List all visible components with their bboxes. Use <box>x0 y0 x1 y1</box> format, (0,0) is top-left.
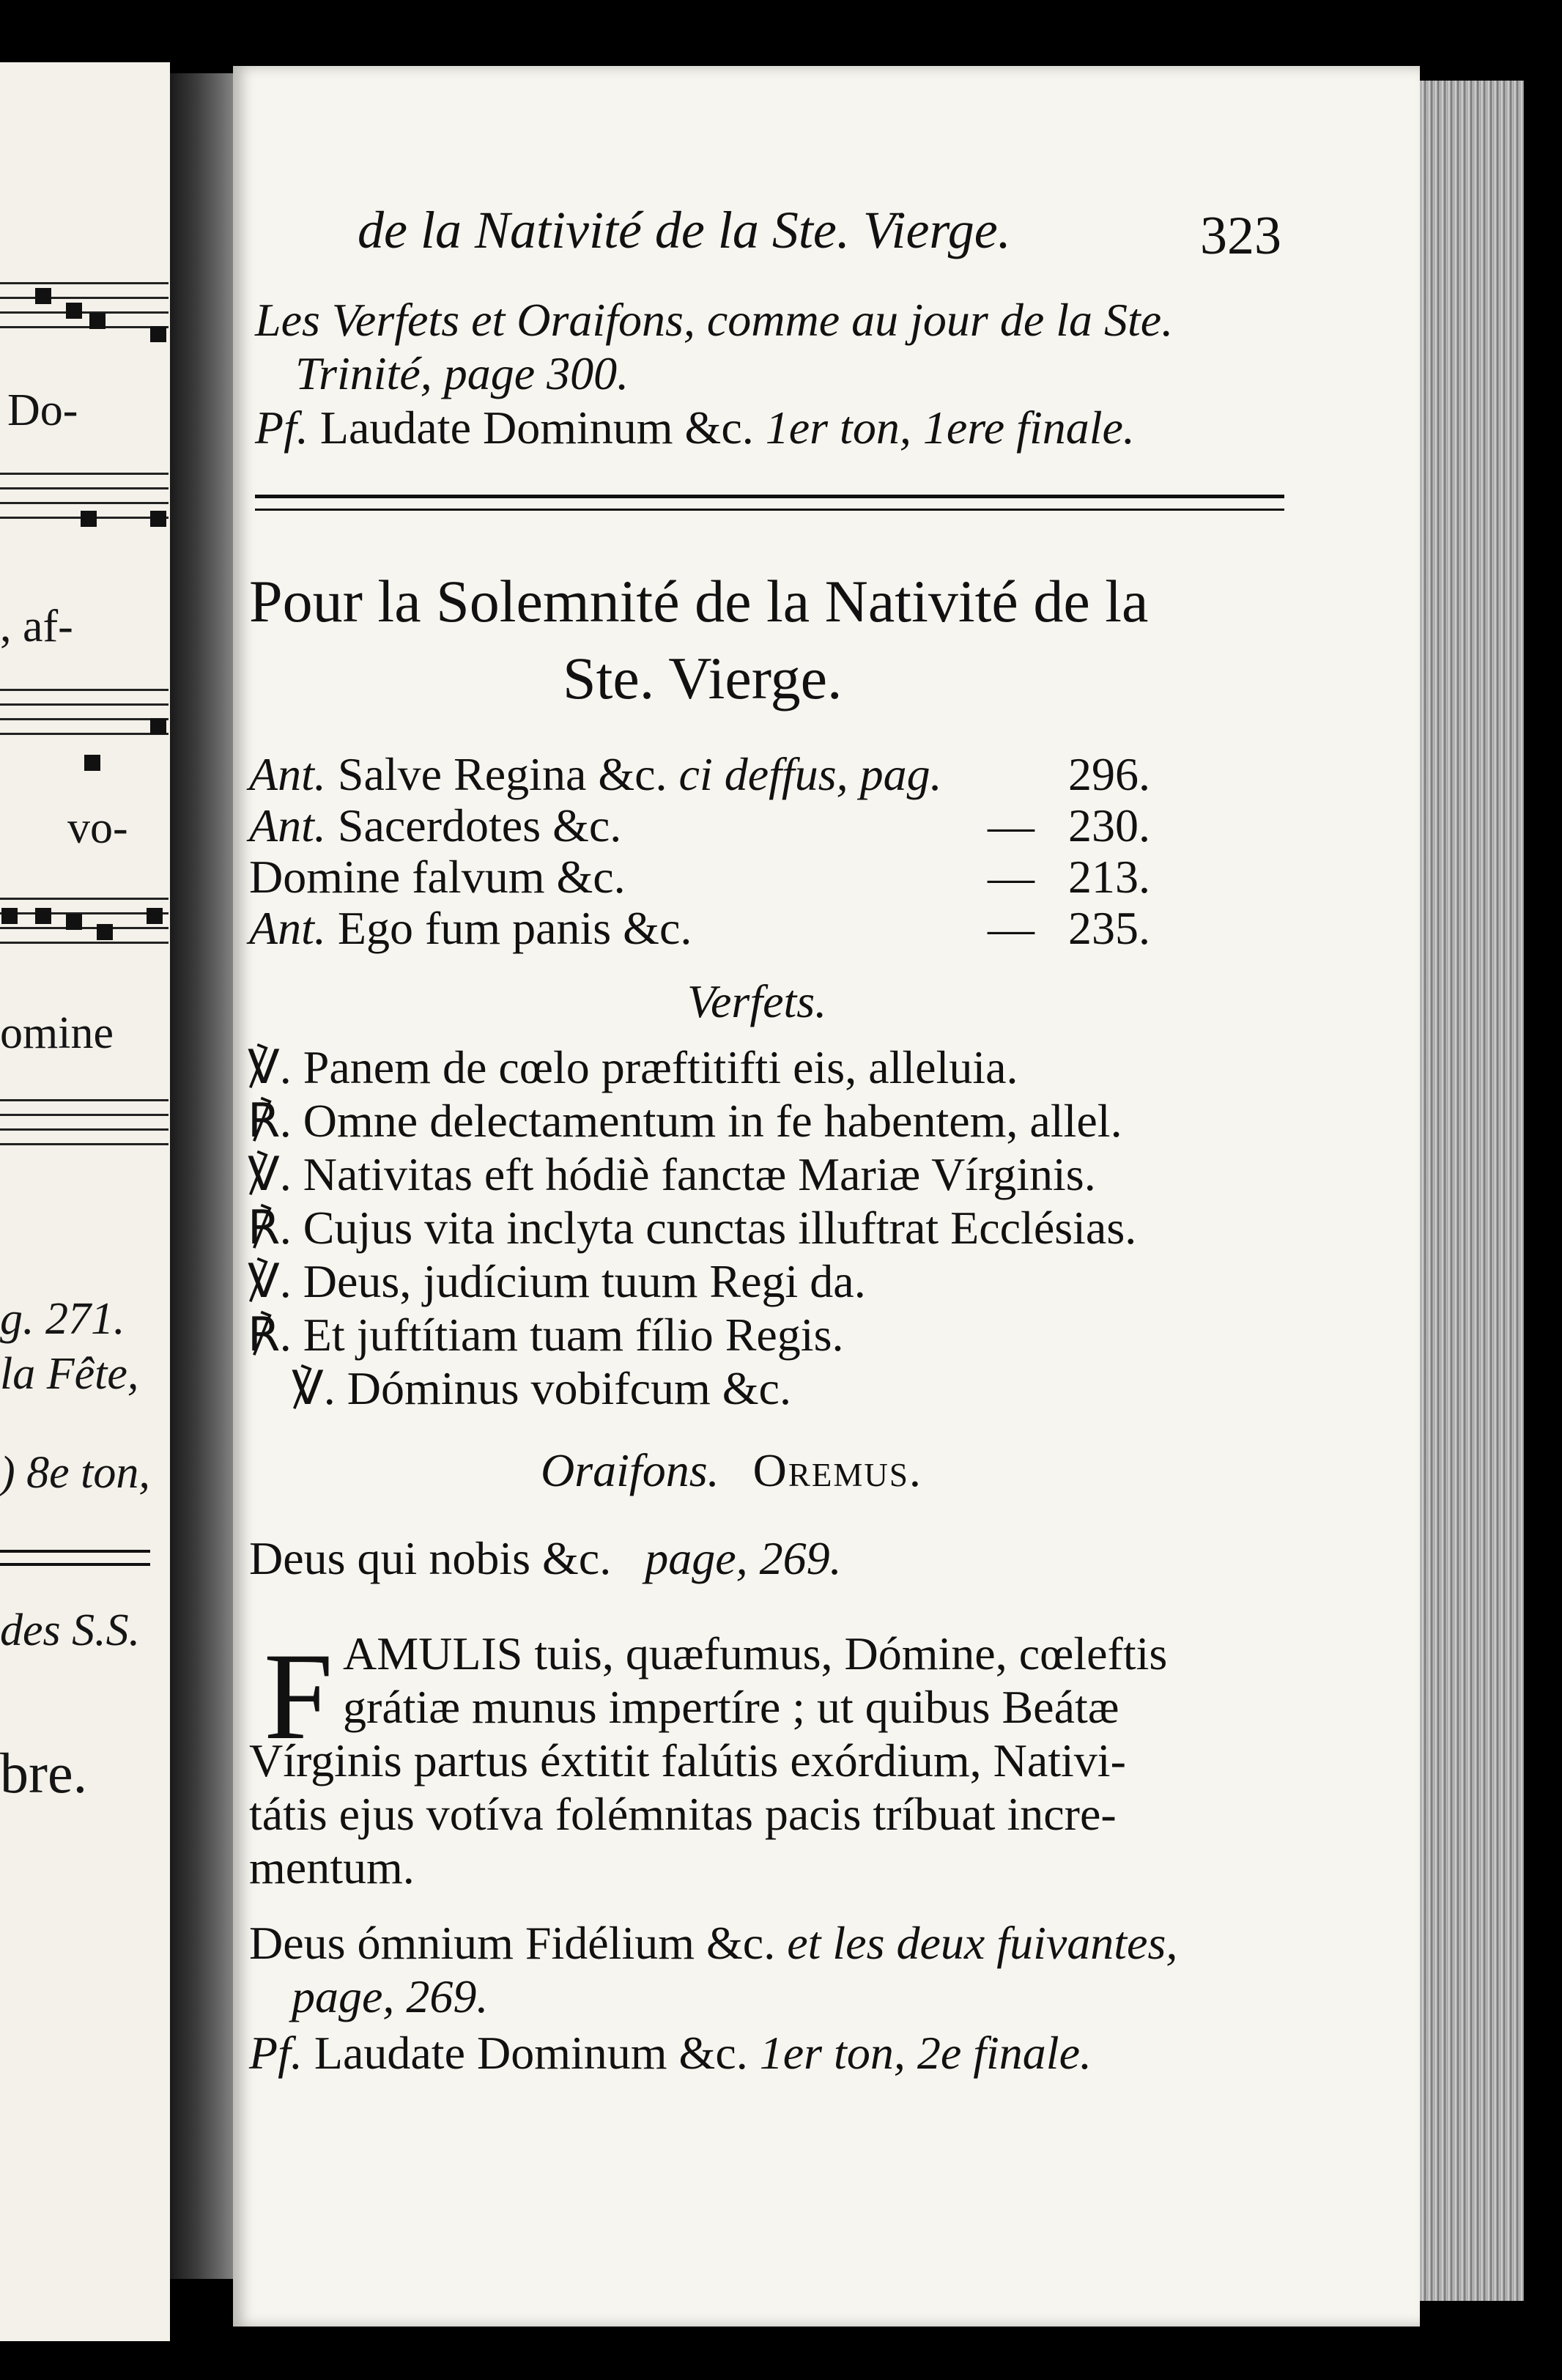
prayer-ref-text: Deus ómnium Fidélium &c. <box>249 1917 776 1969</box>
book-gutter <box>170 73 243 2279</box>
verset-row <box>248 1041 1018 1093</box>
verset-mark: ℣. <box>292 1362 336 1414</box>
antiphon-label: Ant. <box>249 748 326 800</box>
music-note-icon <box>150 326 166 342</box>
left-fragment: des S.S. <box>0 1605 141 1655</box>
prayer-line: tátis ejus votíva folémnitas pacis tríbuat incre- <box>249 1788 1117 1840</box>
book-page <box>233 66 1420 2327</box>
divider <box>0 1550 150 1553</box>
left-fragment: la Fête, <box>0 1349 139 1399</box>
double-rule <box>255 509 1284 511</box>
music-note-icon <box>66 303 82 319</box>
verset-mark: ℣. <box>248 1255 292 1307</box>
antiphon-page: 213. <box>1068 851 1150 903</box>
antiphon-dash: — <box>988 902 1034 954</box>
antiphon-row <box>249 748 942 800</box>
prayer-ref-page: page, 269. <box>292 1970 489 2022</box>
prayer-ref-text: Deus qui nobis &c. <box>249 1532 612 1584</box>
left-fragment: g. 271. <box>0 1294 125 1344</box>
antiphon-row <box>249 902 692 954</box>
page-fore-edge <box>1414 81 1524 2301</box>
antiphon-page: 235. <box>1068 902 1150 954</box>
music-note-icon <box>84 755 100 771</box>
intro-line: Trinité, page 300. <box>295 347 629 399</box>
intro-line: Les Verfets et Oraifons, comme au jour de la Ste. <box>255 294 1174 346</box>
antiphon-text: Ego fum panis &c. <box>337 902 692 954</box>
music-note-icon <box>147 908 163 924</box>
psalm-label: Pf. <box>249 2027 303 2079</box>
oraisons-heading: Oraifons. <box>541 1444 719 1496</box>
verset-mark: ℟. <box>248 1309 292 1361</box>
psalm-tone: 1er ton, 2e finale. <box>759 2027 1092 2079</box>
left-fragment: omine <box>0 1008 114 1058</box>
music-note-icon <box>89 313 106 329</box>
verset-mark: ℟. <box>248 1095 292 1147</box>
prayer-ref-row <box>249 1532 842 1584</box>
section-title: Ste. Vierge. <box>563 645 843 712</box>
music-note-icon <box>150 511 166 527</box>
left-fragment: Do- <box>7 385 78 435</box>
prayer-ref-note: et les deux fuivantes, <box>787 1917 1178 1969</box>
prayer-line: Vírginis partus éxtitit falútis exórdium, Nativi- <box>249 1734 1126 1786</box>
verset-row <box>248 1202 1137 1254</box>
antiphon-label: Ant. <box>249 902 326 954</box>
verset-mark: ℣. <box>248 1041 292 1093</box>
running-head: de la Nativité de la Ste. Vierge. <box>358 201 1011 259</box>
antiphon-ref: ci deffus, pag. <box>678 748 942 800</box>
prayer-line: mentum. <box>249 1841 415 1893</box>
music-note-icon <box>66 914 82 930</box>
psalm-tone: 1er ton, 1ere finale. <box>765 402 1135 454</box>
verset-row <box>248 1148 1096 1200</box>
page-number: 323 <box>1200 206 1281 266</box>
prayer-line: grátiæ munus impertíre ; ut quibus Beátæ <box>343 1681 1119 1733</box>
prayer-ref-row <box>249 1917 1178 1969</box>
verset-mark: ℟. <box>248 1202 292 1254</box>
drop-cap: F <box>264 1627 333 1765</box>
verset-text: Et juftítiam tuam fílio Regis. <box>303 1309 844 1361</box>
left-fragment: ) 8e ton, <box>0 1448 150 1498</box>
music-note-icon <box>35 908 51 924</box>
section-title: Pour la Solemnité de la Nativité de la <box>249 568 1149 635</box>
oremus-heading: Oremus. <box>752 1444 922 1496</box>
verset-text: Nativitas eft hódiè fanctæ Mariæ Vírginis. <box>303 1148 1096 1200</box>
left-facing-page <box>0 62 170 2341</box>
music-note-icon <box>150 718 166 734</box>
antiphon-text: Domine falvum &c. <box>249 851 626 903</box>
left-fragment: , af- <box>0 602 73 651</box>
antiphon-label: Ant. <box>249 799 326 851</box>
oraisons-heading-row <box>541 1444 922 1496</box>
psalm-text: Laudate Dominum &c. <box>319 402 754 454</box>
verset-row <box>292 1362 791 1414</box>
music-note-icon <box>81 511 97 527</box>
divider <box>0 1563 150 1566</box>
psalm-label: Pf. <box>255 402 308 454</box>
prayer-ref-page: page, 269. <box>645 1532 842 1584</box>
verset-text: Panem de cœlo præftitifti eis, alleluia. <box>303 1041 1018 1093</box>
verset-text: Deus, judícium tuum Regi da. <box>303 1255 866 1307</box>
verset-text: Dóminus vobifcum &c. <box>347 1362 791 1414</box>
double-rule <box>255 495 1284 498</box>
music-note-icon <box>97 924 113 940</box>
verset-row <box>248 1255 866 1307</box>
antiphon-row <box>249 799 622 851</box>
psalm-text: Laudate Dominum &c. <box>314 2027 748 2079</box>
music-note-icon <box>1 908 18 924</box>
verset-row <box>248 1095 1122 1147</box>
psalm-line <box>249 2027 1092 2079</box>
antiphon-text: Salve Regina &c. <box>337 748 667 800</box>
left-fragment: vo- <box>67 803 128 853</box>
antiphon-dash: — <box>988 851 1034 903</box>
prayer-line: AMULIS tuis, quæfumus, Dómine, cœleftis <box>343 1627 1168 1679</box>
verset-mark: ℣. <box>248 1148 292 1200</box>
verset-text: Cujus vita inclyta cunctas illuftrat Ecclésias. <box>303 1202 1137 1254</box>
antiphon-page: 230. <box>1068 799 1150 851</box>
psalm-line <box>255 402 1135 454</box>
antiphon-dash: — <box>988 799 1034 851</box>
music-note-icon <box>35 288 51 304</box>
antiphon-page: 296. <box>1068 748 1150 800</box>
antiphon-text: Sacerdotes &c. <box>337 799 622 851</box>
versets-heading: Verfets. <box>687 975 827 1027</box>
verset-row <box>248 1309 844 1361</box>
left-fragment: bre. <box>0 1741 88 1805</box>
antiphon-row <box>249 851 626 903</box>
verset-text: Omne delectamentum in fe habentem, allel. <box>303 1095 1122 1147</box>
